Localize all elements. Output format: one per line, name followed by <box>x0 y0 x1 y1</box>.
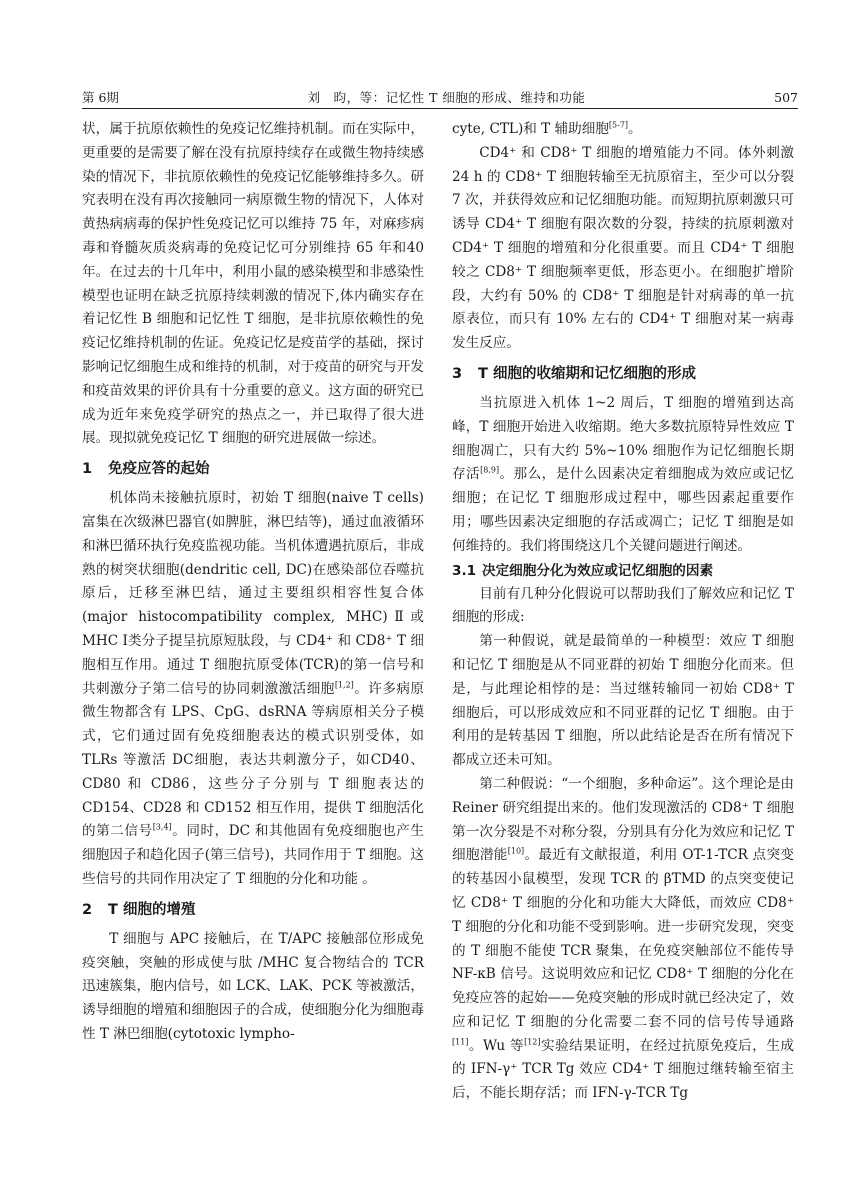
continued-text-end: 。 <box>628 121 642 137</box>
running-title: 刘 昀，等：记忆性 T 细胞的形成、维持和功能 <box>307 90 586 105</box>
subsection-3-1-title: 决定细胞分化为效应或记忆细胞的因素 <box>482 562 714 579</box>
header-rule <box>82 108 798 109</box>
subsection-3-1-heading <box>452 559 794 583</box>
citation: [8,9] <box>480 465 500 475</box>
right-column <box>452 118 794 1106</box>
section-2-heading <box>82 898 424 922</box>
citation: [3,4] <box>152 822 172 832</box>
section-1-text-c: 。同时，DC 和其他固有免疫细胞也产生细胞因子和趋化因子(第三信号)，共同作用于 T 细胞。这些信号的共同作用决定了 T 细胞的分化和功能 。 <box>82 823 425 887</box>
section-1-number: 1 <box>82 461 93 478</box>
citation: [11] <box>452 1037 469 1047</box>
section-3-text-a: 当抗原进入机体 1~2 周后，T 细胞的增殖到达高峰，T 细胞开始进入收缩期。绝大多数抗原特异性效应 T 细胞凋亡，只有大约 5%~10% 细胞作为记忆细胞长期存活 <box>452 394 794 483</box>
continued-text: cyte, CTL)和 T 辅助细胞 <box>452 121 609 137</box>
section-3-paragraph <box>452 392 794 559</box>
issue-label: 第 6期 <box>82 90 119 105</box>
section-3-text-b: 。那么，是什么因素决定着细胞成为效应或记忆细胞；在记忆 T 细胞形成过程中，哪些因素起重要作用；哪些因素决定细胞的存活或凋亡；记忆 T 细胞是如何维持的。我们将围绕这几个关键问题进行阐述。 <box>452 466 795 554</box>
section-2-number: 2 <box>82 901 93 918</box>
citation: [1,2] <box>334 680 354 689</box>
subsection-3-1-paragraph-1: 目前有几种分化假说可以帮助我们了解效应和记忆 T 细胞的形成: <box>452 585 794 626</box>
citation: [5-7] <box>608 120 629 130</box>
continued-paragraph <box>452 118 794 142</box>
citation: [12] <box>524 1037 541 1047</box>
section-1-title: 免疫应答的起始 <box>108 461 210 478</box>
section-1-text-a: 机体尚未接触抗原时，初始 T 细胞(naive T cells)富集在次级淋巴器官(如脾脏，淋巴结等)，通过血液循环和淋巴循环执行免疫监视功能。当机体遭遇抗原后，非成熟的树突状细胞(dendritic cell, DC)在感染部位吞噬抗原后，迁移至淋巴结，通过主要组织相容性复合体(major histocompatibility complex, MHC)Ⅱ或 MHC Ⅰ类分子提呈抗原短肽段，与 CD4⁺ 和 CD8⁺ T 细胞相互作用。通过 T 细胞抗原受体(TCR)的第一信号和共刺激分子第二信号的协同刺激激活细胞 <box>82 490 424 697</box>
section-1-text-b: 。许多病原微生物都含有 LPS、CpG、dsRNA 等病原相关分子模式，它们通过固有免疫细胞表达的模式识别受体，如 TLRs 等激活 DC细胞，表达共刺激分子，如CD40、CD80 和 CD86，这些分子分别与 T 细胞表达的 CD154、CD28 和 CD152 相互作用，提供 T 细胞活化的第二信号 <box>82 680 425 840</box>
section-3-number: 3 <box>452 365 463 382</box>
page-number: 507 <box>774 89 798 105</box>
hypothesis-2-text-c: 。Wu 等 <box>468 1037 525 1054</box>
hypothesis-2-text-b: 。最近有文献报道，利用 OT-1-TCR 点突变的转基因小鼠模型，发现 TCR 的 βTMD 的点突变使记忆 CD8⁺ T 细胞的分化和功能大大降低，而效应 CD8⁺ T 细胞的分化和功能不受到影响。进一步研究发现，突变的 T 细胞不能使 TCR 聚集，在免疫突触部位不能传导 NF-κB 信号。这说明效应和记忆 CD8⁺ T 细胞的分化在免疫应答的起始——免疫突触的形成时就已经决定了，效应和记忆 T 细胞的分化需要二套不同的信号传导通路 <box>452 847 795 1030</box>
left-column <box>82 118 424 1047</box>
subsection-3-1-paragraph-3 <box>452 773 794 1106</box>
intro-paragraph: 状，属于抗原依赖性的免疫记忆维持机制。而在实际中，更重要的是需要了解在没有抗原持续存在或微生物持续感染的情况下，非抗原依赖性的免疫记忆能够维持多久。研究表明在没有再次接触同一病原微生物的情况下，人体对黄热病病毒的保护性免疫记忆可以维持 75 年，对麻疹病毒和脊髓灰质炎病毒的免疫记忆可分别维持 65 年和40 年。在过去的十几年中，利用小鼠的感染模型和非感染性模型也证明在缺乏抗原持续刺激的情况下,体内确实存在着记忆性 B 细胞和记忆性 T 细胞，是非抗原依赖性的免疫记忆维持机制的佐证。免疫记忆是疫苗学的基础，探讨影响记忆细胞生成和维持的机制，对于疫苗的研究与开发和疫苗效果的评价具有十分重要的意义。这方面的研究已成为近年来免疫学研究的热点之一，并已取得了很大进展。现拟就免疫记忆 T 细胞的研究进展做一综述。 <box>82 121 424 447</box>
section-2-paragraph: T 细胞与 APC 接触后，在 T/APC 接触部位形成免疫突触，突触的形成使与肽 /MHC 复合物结合的 TCR 迅速簇集，胞内信号，如 LCK、LAK、PCK 等被激活，诱导细胞的增殖和细胞因子的合成，使细胞分化为细胞毒性 T 淋巴细胞(cytotoxic lympho- <box>82 930 424 1042</box>
section-1-paragraph <box>82 487 424 892</box>
hypothesis-2-text-a: 第二种假说：“一个细胞，多种命运”。这个理论是由 Reiner 研究组提出来的。他们发现激活的 CD8⁺ T 细胞第一次分裂是不对称分裂，分别具有分化为效应和记忆 T 细胞潜能 <box>452 775 794 864</box>
subsection-3-1-paragraph-2: 第一种假说，就是最简单的一种模型：效应 T 细胞和记忆 T 细胞是从不同亚群的初始 T 细胞分化而来。但是，与此理论相悖的是：当过继转输同一初始 CD8⁺ T 细胞后，可以形成效应和不同亚群的记忆 T 细胞。由于利用的是转基因 T 细胞，所以此结论是否在所有情况下都成立还未可知。 <box>452 633 794 769</box>
section-3-title: T 细胞的收缩期和记忆细胞的形成 <box>478 365 696 382</box>
subsection-3-1-number: 3.1 <box>452 562 477 579</box>
section-3-heading <box>452 362 794 386</box>
running-header <box>82 86 798 108</box>
hypothesis-2-text-d: 实验结果证明，在经过抗原免疫后，生成的 IFN-γ⁺ TCR Tg 效应 CD4⁺ T 细胞过继转输至宿主后，不能长期存活；而 IFN-γ-TCR Tg <box>452 1037 795 1102</box>
section-2-title: T 细胞的增殖 <box>108 901 196 918</box>
citation: [10] <box>507 846 525 856</box>
cd-proliferation-paragraph: CD4⁺ 和 CD8⁺ T 细胞的增殖能力不同。体外刺激 24 h 的 CD8⁺ T 细胞转输至无抗原宿主，至少可以分裂 7 次，并获得效应和记忆细胞功能。而短期抗原刺激只可诱导 CD4⁺ T 细胞有限次数的分裂，持续的抗原刺激对 CD4⁺ T 细胞的增殖和分化很重要。而且 CD4⁺ T 细胞较之 CD8⁺ T 细胞频率更低，形态更小。在细胞扩增阶段，大约有 50% 的 CD8⁺ T 细胞是针对病毒的单一抗原表位，而只有 10% 左右的 CD4⁺ T 细胞对某一病毒发生反应。 <box>452 144 794 352</box>
section-1-heading <box>82 457 424 481</box>
